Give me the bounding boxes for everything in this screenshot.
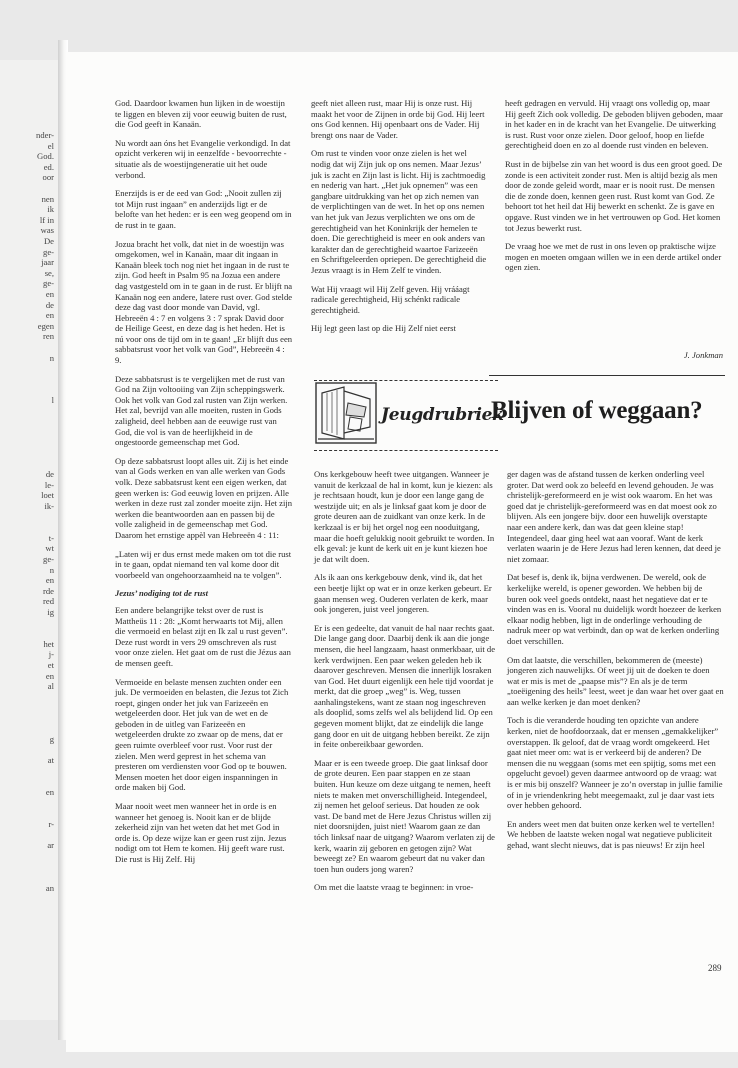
paragraph: Er is een gedeelte, dat vanuit de hal naar rechts gaat. Die lange gang door. Daarbij denk ik aan die jonge mensen, die heel langzaam, haast onmerkbaar, uit de kerk verdwijnen. Een paar weken geleden heb ik daarover geschreven. Mensen die innerlijk losraken van God. Het duurt eigenlijk een hele tijd voordat je merkt, dat die groep „weg” is. Weg, tussen aanhalingstekens, want ze staan nog ingeschreven als dooplid, soms zelfs wel als belijdend lid. Op een gegeven moment blijkt, dat ze eindelijk die lange gang door en uit de uitgang hebben bereikt. Ze zijn in feite onbereikbaar geworden. bbox=[314, 622, 496, 750]
paragraph: Hij legt geen last op die Hij Zelf niet eerst bbox=[311, 323, 456, 334]
subheading: Jezus’ nodiging tot de rust bbox=[115, 588, 208, 599]
author-signature-block bbox=[505, 350, 723, 369]
paragraph: De vraag hoe we met de rust in ons leven op praktische wijze mogen en moeten omgaan willen we in een derde artikel onder ogen zien. bbox=[505, 241, 722, 273]
facing-page-text: et bbox=[47, 660, 54, 670]
paragraph: Als ik aan ons kerkgebouw denk, vind ik, dat het een beetje lijkt op wat er in onze kerken gebeurt. Er gaan mensen weg. Ouderen verlaten de kerk, maar ook jongeren, juist veel jongeren. bbox=[314, 572, 492, 615]
page-number: 289 bbox=[708, 963, 722, 973]
facing-page-text: nen bbox=[41, 193, 54, 204]
paragraph: Om met die laatste vraag te beginnen: in vroe- bbox=[314, 882, 474, 893]
facing-page-text: ren bbox=[43, 331, 54, 342]
facing-page-text: rde bbox=[43, 585, 54, 596]
facing-page-text: se, bbox=[44, 267, 54, 278]
facing-page-text: ed. bbox=[43, 161, 54, 172]
facing-page-text: oor bbox=[42, 172, 54, 183]
facing-page-text: ge- bbox=[43, 278, 54, 289]
facing-page-text: an bbox=[45, 882, 54, 893]
paragraph: Om rust te vinden voor onze zielen is het wel nodig dat wij Zijn juk op ons nemen. Maar Jezus’ juk is zacht en Zijn last is licht. Hij is zachtmoedig en nederig van hart. „Het juk opnemen” was een gangbare uitdrukking van het op zich nemen van de verplichtingen van de wet. In het op ons nemen van het juk van Jezus verplichten we ons om de gerechtigheid van het Koninkrijk der hemelen te doen. Die gerechtigheid is meer en ook anders van karakter dan de gerechtigheid waartoe Farizeeën en Schriftgeleerden opriepen. De gerechtigheid die Jezus vraagt is in Hem Zelf te vinden. bbox=[311, 148, 487, 275]
paragraph: Vermoeide en belaste mensen zuchten onder een juk. De vermoeiden en belasten, die Jezus tot Zich roept, gingen onder het juk van Farizeeën en wetgeleerden door. Het juk van de wet en de geboden in de uitleg van Farizeeën en wetgeleerden drukte zo zwaar op de mens, dat er geen ruimte overbleef voor rust. Voor rust der zielen. Men werd geprest in het schema van presteren om verdiensten voor God op te bouwen. Mensen moeten het door eigen inspanningen in orde maken bij God. bbox=[115, 676, 289, 793]
facing-page-text: red bbox=[43, 596, 54, 607]
paragraph: Een andere belangrijke tekst over de rust is Mattheüs 11 : 28: „Komt herwaarts tot Mij, allen die vermoeid en belast zijt en Ik zal u rust geven”. Deze rust wordt in vers 29 omschreven als rust voor onze zielen. Het gaat om de rust die Jézus aan de mensen geeft. bbox=[115, 604, 291, 668]
banner-dash-bottom bbox=[314, 450, 498, 451]
youth-column-2 bbox=[507, 469, 724, 859]
facing-page-text: lf in bbox=[39, 214, 54, 225]
facing-page-text: en bbox=[45, 670, 54, 681]
facing-page-text: j- bbox=[48, 649, 54, 660]
facing-page-text: ge- bbox=[43, 554, 54, 564]
facing-page-text: was bbox=[40, 225, 54, 236]
facing-page-text: nder- bbox=[36, 130, 54, 140]
paragraph: Deze sabbatsrust is te vergelijken met de rust van God na Zijn voltooiing van Zijn scheppingswerk. Ook het volk van God zal rusten van Zijn werken. Het zal, bevrijd van alle moeiten, rusten in Gods zaligheid, deel hebben aan de eeuwige rust van God, die vol is van de heerlijkheid in de ongestoorde gemeenschap met God. bbox=[115, 373, 288, 448]
facing-page-text: en bbox=[45, 289, 54, 299]
facing-page-text: De bbox=[43, 236, 54, 246]
paragraph: Jozua bracht het volk, dat niet in de woestijn was omgekomen, wel in Kanaän, maar dit ingaan in Kanaän bleek toch nog niet het ingaan in de rust te zijn. God heeft in Psalm 95 na Jozua een andere dag vastgesteld om in te gaan in de rust. Er blijft na Kanaän nog een andere, latere rust over. God stelde deze dag vast door monde van David, vgl. Hebreeën 4 : 7 en volgens 3 : 7 sprak David door de Heilige Geest, en deze dag is het heden. Het is nú voor ons de tijd om in te gaan! „Er blijft dus een sabbatsrust voor het volk van God”, Hebreeën 4 : 9. bbox=[115, 238, 293, 366]
paragraph: Enerzijds is er de eed van God: „Nooit zullen zij tot Mijn rust ingaan” en anderzijds ligt er de belofte van het heden: er is een weg geopend om in de rust in te gaan. bbox=[115, 188, 292, 230]
facing-page-text: en bbox=[45, 787, 54, 798]
facing-page-text: at bbox=[47, 755, 54, 766]
article-title: Blijven of weggaan? bbox=[491, 397, 703, 424]
facing-page-text: wt bbox=[45, 543, 54, 554]
paragraph: geeft niet alleen rust, maar Hij is onze rust. Hij maakt het voor de Zijnen in orde bij God. Hij leert ons God kennen. Hij openbaart ons de Vader. Hij brengt ons naar de Vader. bbox=[311, 98, 485, 140]
paragraph: God. Daardoor kwamen hun lijken in de woestijn te liggen en bleven zij voor eeuwig buiten de rust, die God geeft in Kanaän. bbox=[115, 98, 287, 130]
facing-page-text: ar bbox=[47, 840, 54, 851]
paragraph: Op deze sabbatsrust loopt alles uit. Zij is het einde van al Gods werken en van alle werken van Gods volk. Deze sabbatsrust kent een eigen werken, dat geen werken is: God eeuwig loven en prijzen. Alle werken in deze rust zal zonder moeite zijn. Het zijn werken die beantwoorden aan en passen bij de volle zaligheid in de gemeenschap met God. Daarom het ernstige appèl van Hebreeën 4 : 11: bbox=[115, 455, 293, 540]
section-label: Jeugdrubriek bbox=[381, 405, 504, 425]
paragraph: „Laten wij er dus ernst mede maken om tot die rust in te gaan, opdat niemand ten val kome door dit voorbeeld van ongehoorzaamheid na te volgen”. bbox=[115, 548, 292, 580]
paragraph: Om dat laatste, die verschillen, bekommeren de (meeste) jongeren zich nauwelijks. Of weet jij uit de doeken te doen wat er mis is met de „paapse mis”? En als je de term „toeëigening des heils” leest, weet je dan waar het over gaat en aan welke kerken je dan moet denken? bbox=[507, 654, 724, 707]
paragraph: Maar nooit weet men wanneer het in orde is en wanneer het genoeg is. Nooit kan er de blijde zekerheid zijn van het weten dat het met God in orde is. Op deze wijze kan er geen rust zijn. Jezus nodigt om tot Hem te komen. Hij geeft ware rust. Die rust is Hij Zelf. Hij bbox=[115, 801, 287, 864]
facing-page-text: en bbox=[45, 310, 54, 321]
paragraph: Maar er is een tweede groep. Die gaat linksaf door de grote deuren. Een paar stappen en ze staan buiten. Hun keuze om deze uitgang te nemen, heeft niets te maken met onverschilligheid. Integendeel, zij nemen het geloof serieus. Dat houden ze ook vast. De band met de Here Jezus Christus willen zij niet doorsnijden, juist niet! Waarom gaan ze dan tóch linksaf naar de uitgang? Waarom verlaten zij de kerk, waarin zij geboren en getogen zijn? Wat beweegt ze? En waarom gebeurt dat nu vaker dan toen hun ouders jong waren? bbox=[314, 757, 495, 874]
facing-page-text: jaar bbox=[41, 257, 54, 268]
paragraph: En anders weet men dat buiten onze kerken wel te vertellen! We hebben de laatste weken nogal wat negatieve publiciteit gehad, want slecht nieuws, dat is pas nieuws! Er zijn heel bbox=[507, 818, 715, 850]
facing-page-text: ge- bbox=[43, 246, 54, 257]
facing-page-text: en bbox=[45, 575, 54, 586]
facing-page-text: al bbox=[47, 681, 54, 692]
facing-page-text: g bbox=[49, 734, 54, 745]
facing-page-text: n bbox=[49, 352, 54, 363]
facing-page-text: God. bbox=[37, 151, 54, 162]
facing-page-text: r- bbox=[48, 819, 54, 829]
facing-page-text: egen bbox=[37, 320, 54, 331]
facing-page-text: el bbox=[47, 140, 54, 151]
exit-door-illustration bbox=[314, 381, 378, 445]
facing-page-text: n bbox=[49, 564, 54, 575]
facing-page-text: t- bbox=[48, 532, 54, 543]
facing-page-text: het bbox=[43, 638, 54, 649]
paragraph: heeft gedragen en vervuld. Hij vraagt ons volledig op, maar Hij geeft Zich ook volledig. De geboden blijven geboden, maar in het kader en in de kracht van het Evangelie. De uitwerking is rust. Rust voor onze zielen. Door geloof, hoop en liefde gerechtigheid doen en zo al doende rust vinden en beleven. bbox=[505, 98, 723, 151]
facing-page-fragment bbox=[0, 60, 58, 1020]
facing-page-text: loet bbox=[41, 490, 54, 501]
facing-page-text: de bbox=[45, 299, 54, 310]
facing-page-text: l bbox=[51, 395, 54, 405]
paragraph: ger dagen was de afstand tussen de kerken onderling veel groter. Dat werd ook zo beleefd en levend gehouden. Je was christelijk-gereformeerd en je wist ook waarom. En het was goed dat je christelijk-gereformeerd was en dat moest ook zo blijven. Als een jongere bijv. door een huwelijk overstapte naar een andere kerk, dan was dat geen kleine stap! Integendeel, daar ging heel wat aan vooraf. Want de kerk verlaten waarin je de Here Jezus had leren kennen, dat deed je niet zomaar. bbox=[507, 469, 721, 564]
paragraph: Ons kerkgebouw heeft twee uitgangen. Wanneer je vanuit de kerkzaal de hal in komt, kun je kiezen: als je rechtsaan houdt, kun je door een lange gang de westzijde uit; en als je linksaf gaat kom je door de grote deuren aan de zuidkant van onze kerk. In de kerkzaal is er bij het orgel nog een nooduitgang, maar die hoeft gelukkig nooit gebruikt te worden. In elk geval: je kunt de kerk uit en je kunt kiezen hoe je dat wilt doen. bbox=[314, 469, 495, 564]
paragraph: Nu wordt aan óns het Evangelie verkondigd. In dat opzicht verkeren wij in eenzelfde - bevoorrechte - situatie als de woestijngeneratie uit het oude verbond. bbox=[115, 137, 291, 180]
youth-column-1 bbox=[314, 469, 495, 901]
author-signature: J. Jonkman bbox=[683, 350, 723, 360]
article-column-3 bbox=[505, 98, 723, 281]
article-end-rule bbox=[489, 375, 725, 376]
facing-page-text: ik bbox=[47, 204, 54, 215]
article-column-2 bbox=[311, 98, 488, 342]
paragraph: Dat besef is, denk ik, bijna verdwenen. De wereld, ook de kerkelijke wereld, is opener geworden. We hebben bij de buren ook veel goeds ontdekt, naast het negatieve dat er te vinden was en is. Vooral nu duidelijk wordt hoezeer de kerken elkaar nodig hebben, ligt in de onderlinge verhouding de nadruk meer op wat verbindt, dan op wat de kerken onderling doet verschillen. bbox=[507, 572, 722, 646]
paragraph: Wat Hij vraagt wil Hij Zelf geven. Hij vrááagt radicale gerechtigheid, Hij schénkt radicale gerechtigheid. bbox=[311, 283, 470, 315]
facing-page-text: ik- bbox=[44, 501, 54, 511]
facing-page-text: ig bbox=[47, 607, 54, 617]
facing-page-text: le- bbox=[44, 479, 54, 490]
paragraph: Toch is die veranderde houding ten opzichte van andere kerken, niet de hoofdoorzaak, dat er mensen „gemakkelijker” overstappen. Ik geloof, dat de vraag wordt omgekeerd. Het gaat niet meer om: wat is er verkeerd bij de anderen? De mensen die nu weggaan (soms met een spijtig, soms met een opgelucht gevoel) geven daarmee antwoord op de vraag: wat is er mis bij onszelf? Wanneer je zo’n overstap in jullie familie of in je vriendenkring hebt meegemaakt, zul je daar vast iets over hebben gehoord. bbox=[507, 715, 723, 811]
facing-page-text: de bbox=[45, 469, 54, 480]
paragraph: Rust in de bijbelse zin van het woord is dus een groot goed. De zonde is een activiteit zonder rust. Men is altijd bezig als men door de zonde geleid wordt, maar er is nooit rust. De mensen die de zonde doen, kennen geen rust. Rust komt van God. Ze behoort tot het heil dat Hij bewerkt en schenkt. Ze is gave en opgave. Rust vinden we in het vertrouwen op God. Het komen tot Jezus bewerkt rust. bbox=[505, 158, 723, 233]
article-column-1 bbox=[115, 98, 293, 873]
